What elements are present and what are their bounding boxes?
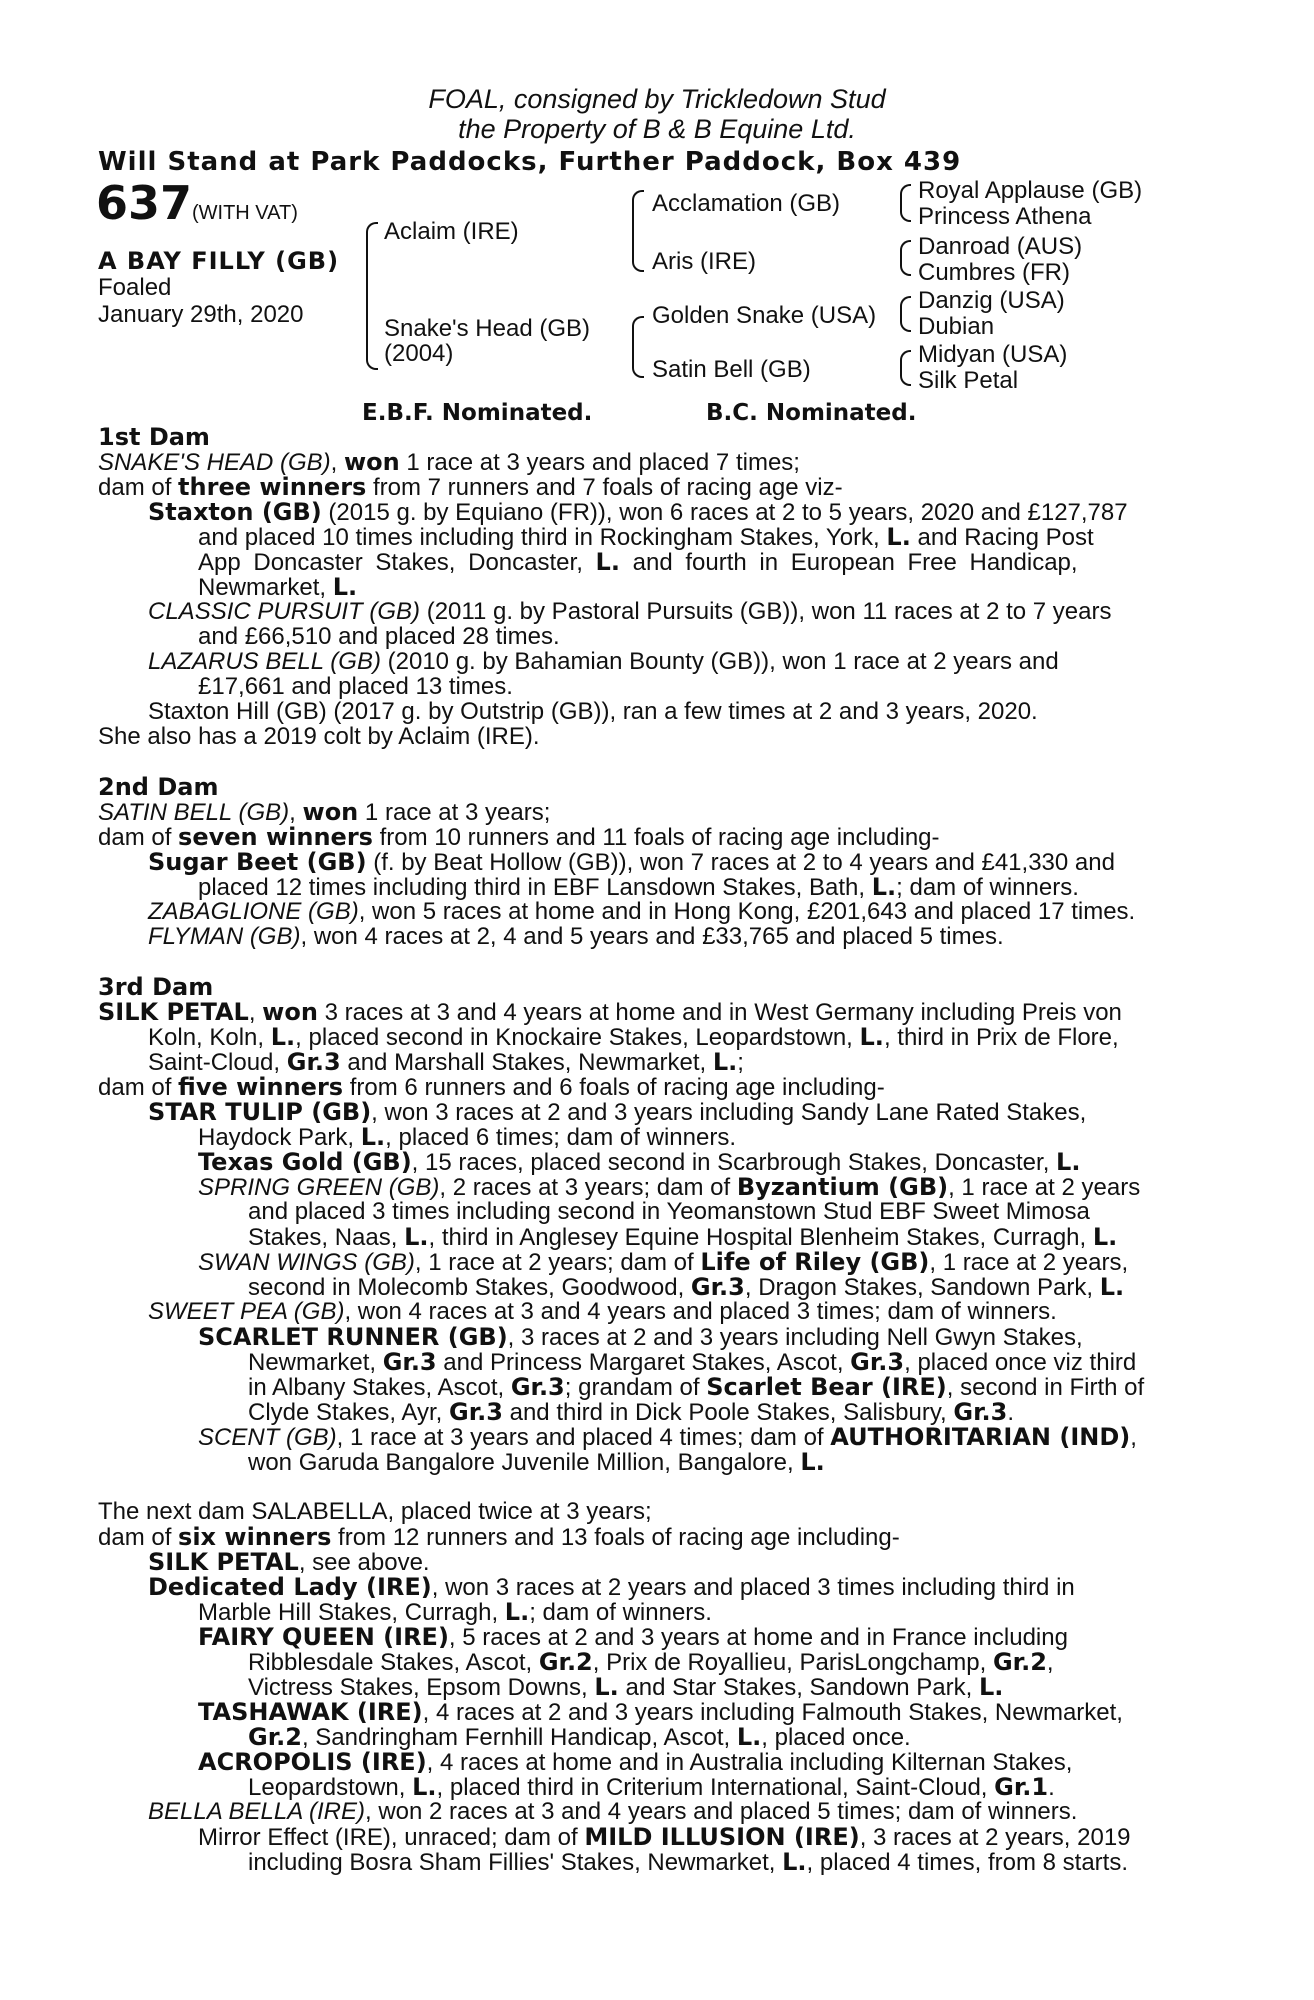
fairy-line-2 [248, 1649, 1054, 1676]
horse-name: Dedicated Lady (IRE) [148, 1573, 432, 1601]
dam-name: SNAKE'S HEAD (GB) [98, 449, 331, 476]
produce-tashawak [198, 1699, 1123, 1726]
staxton-line-3 [198, 549, 1078, 576]
text: ; dam of winners. [896, 874, 1079, 901]
produce-silk-petal [148, 1549, 430, 1576]
horse-name: SPRING GREEN (GB) [198, 1174, 440, 1201]
produce-star-tulip [148, 1099, 1086, 1126]
horse-name: CLASSIC PURSUIT (GB) [148, 598, 421, 625]
race-grade: L. [859, 1023, 884, 1051]
pedigree-brace-sire-line-low [632, 230, 644, 272]
won-text: won [302, 798, 359, 826]
horse-name: SWEET PEA (GB) [148, 1298, 345, 1325]
pedigree-sdd: Cumbres (FR) [918, 259, 1071, 286]
text: , [330, 449, 344, 476]
first-dam-heading: 1st Dam [98, 423, 210, 451]
pedigree-dss: Danzig (USA) [918, 287, 1065, 314]
consignor-line: FOAL, consigned by Trickledown Stud [428, 84, 886, 114]
pedigree-brace-dam-line-low [632, 344, 644, 378]
text: (2011 g. by Pastoral Pursuits (GB)), won 11 races at 2 to 7 years [420, 598, 1112, 625]
race-grade: L. [1092, 1223, 1118, 1251]
text: Leopardstown, [248, 1774, 413, 1801]
text: and Star Stakes, Sandown Park, [618, 1674, 979, 1701]
scent-line-2 [248, 1449, 825, 1476]
text: from 6 runners and 6 foals of racing age including- [343, 1074, 885, 1101]
race-grade: Gr.3 [850, 1348, 905, 1376]
produce-fairy-queen [198, 1624, 1068, 1651]
text: , Prix de Royallieu, ParisLongchamp, [592, 1649, 993, 1676]
first-dam-produce [98, 474, 843, 501]
scarlet-line-2 [248, 1349, 1136, 1376]
race-grade: Gr.3 [286, 1048, 341, 1076]
horse-name: AUTHORITARIAN (IND) [830, 1423, 1131, 1451]
swan-line-2 [248, 1274, 1124, 1301]
text: and Princess Margaret Stakes, Ascot, [436, 1349, 851, 1376]
produce-staxton [148, 499, 1128, 526]
pedigree-brace-dam-line [632, 316, 644, 346]
first-dam-also: She also has a 2019 colt by Aclaim (IRE). [98, 723, 540, 750]
race-grade: L. [332, 573, 358, 601]
classic-line-2: and £66,510 and placed 28 times. [198, 623, 560, 650]
text: Ribblesdale Stakes, Ascot, [248, 1649, 539, 1676]
text: 1 race at 3 years; [358, 799, 551, 826]
text: , won 4 races at 3 and 4 years and placed 3 times; dam of winners. [344, 1298, 1057, 1325]
second-dam-line [98, 799, 550, 826]
produce-sugar-beet [148, 849, 1115, 876]
text: Mirror Effect (IRE), unraced; dam of [198, 1824, 585, 1851]
text: 1 race at 3 years and placed 7 times; [399, 449, 800, 476]
next-dam-line: The next dam SALABELLA, placed twice at 3 years; [98, 1498, 652, 1525]
horse-name: SCARLET RUNNER (GB) [198, 1323, 508, 1351]
text: ; [737, 1049, 744, 1076]
horse-name: ZABAGLIONE (GB) [148, 898, 359, 925]
third-dam-line-1 [98, 999, 1122, 1026]
text: Marble Hill Stakes, Curragh, [198, 1599, 505, 1626]
race-grade: L. [504, 1598, 530, 1626]
text: including Bosra Sham Fillies' Stakes, Newmarket, [248, 1849, 783, 1876]
tashawak-line-2 [248, 1724, 911, 1751]
text: and placed 10 times including third in Rockingham Stakes, York, [198, 524, 887, 551]
text: , [1046, 1649, 1054, 1676]
horse-name: BELLA BELLA (IRE) [148, 1798, 365, 1825]
next-dam-produce [98, 1524, 900, 1551]
text: , Dragon Stakes, Sandown Park, [744, 1274, 1100, 1301]
third-dam-line-3 [148, 1049, 744, 1076]
produce-spring-green [198, 1174, 1140, 1201]
text: , [1130, 1424, 1137, 1451]
text: Clyde Stakes, Ayr, [248, 1399, 449, 1426]
text: , 1 race at 2 years, [929, 1249, 1129, 1276]
text: and fourth in European Free Handicap, [619, 549, 1078, 576]
text: , won 4 races at 2, 4 and 5 years and £33,765 and placed 5 times. [300, 923, 1004, 950]
produce-lazarus-bell [148, 649, 1059, 675]
dam-name: SILK PETAL [98, 998, 249, 1026]
horse-name: MILD ILLUSION (IRE) [584, 1823, 860, 1851]
text: , see above. [298, 1549, 430, 1576]
race-grade: L. [886, 523, 911, 551]
race-grade: L. [800, 1448, 825, 1476]
staxton-line-2 [198, 524, 1094, 551]
produce-scent [198, 1424, 1137, 1451]
race-grade: L. [595, 548, 620, 576]
produce-sweet-pea [148, 1299, 1057, 1325]
horse-name: TASHAWAK (IRE) [198, 1698, 423, 1726]
first-dam-line [98, 449, 800, 476]
text: dam of [98, 1524, 179, 1551]
text: , 3 races at 2 and 3 years including Nell Gwyn Stakes, [507, 1324, 1083, 1351]
third-dam-produce [98, 1074, 885, 1101]
pedigree-dam-year: (2004) [384, 340, 454, 367]
race-grade: Gr.1 [994, 1773, 1049, 1801]
text: , third in Prix de Flore, [883, 1024, 1119, 1051]
text: , placed 6 times; dam of winners. [385, 1124, 736, 1151]
pedigree-dsd: Dubian [918, 313, 995, 340]
text: , 4 races at 2 and 3 years including Falmouth Stakes, Newmarket, [422, 1699, 1123, 1726]
race-grade: L. [1056, 1148, 1081, 1176]
pedigree-brace-sire [366, 222, 378, 316]
won-text: won [343, 448, 400, 476]
lazarus-line-2: £17,661 and placed 13 times. [198, 673, 513, 700]
second-dam-heading: 2nd Dam [98, 773, 219, 801]
text: from 7 runners and 7 foals of racing age viz- [366, 474, 843, 501]
text: , placed 4 times, from 8 starts. [806, 1849, 1128, 1876]
pedigree-ddd: Silk Petal [918, 367, 1019, 394]
text: won Garuda Bangalore Juvenile Million, Bangalore, [248, 1449, 801, 1476]
spring-line-3 [248, 1224, 1117, 1251]
pedigree-brace-sire-line [632, 190, 644, 232]
bc-nominated: B.C. Nominated. [706, 400, 917, 426]
race-grade: Gr.3 [382, 1348, 437, 1376]
text: ; grandam of [564, 1374, 707, 1401]
text: Newmarket, [198, 574, 333, 601]
text: , won 5 races at home and in Hong Kong, £201,643 and placed 17 times. [358, 898, 1136, 925]
horse-name: FLYMAN (GB) [148, 923, 301, 950]
pedigree-dam-dam: Satin Bell (GB) [652, 356, 811, 383]
text: , won 3 races at 2 and 3 years including Sandy Lane Rated Stakes, [371, 1099, 1087, 1126]
scarlet-line-3 [248, 1374, 1144, 1401]
horse-name: Life of Riley (GB) [700, 1248, 930, 1276]
horse-name: Scarlet Bear (IRE) [706, 1373, 947, 1401]
horse-name: LAZARUS BELL (GB) [148, 648, 381, 675]
text: , 3 races at 2 years, 2019 [859, 1824, 1131, 1851]
race-grade: L. [871, 873, 897, 901]
text: , won 2 races at 3 and 4 years and placed 5 times; dam of winners. [364, 1798, 1078, 1825]
text: (2010 g. by Bahamian Bounty (GB)), won 1 race at 2 years and [380, 648, 1059, 675]
pedigree-sds: Danroad (AUS) [918, 233, 1083, 260]
horse-name: SILK PETAL [148, 1548, 299, 1576]
won-text: won [262, 998, 318, 1026]
race-grade: Gr.3 [510, 1373, 565, 1401]
race-grade: Gr.2 [538, 1648, 593, 1676]
produce-scarlet-runner [198, 1324, 1083, 1351]
race-grade: L. [404, 1223, 429, 1251]
text: , 1 race at 2 years [948, 1174, 1141, 1201]
pedigree-brace-g2b [900, 252, 911, 276]
horse-name: Staxton (GB) [148, 498, 322, 526]
text: second in Molecomb Stakes, Goodwood, [248, 1274, 691, 1301]
text: 3 races at 3 and 4 years at home and in West Germany including Preis von [317, 999, 1122, 1026]
spring-line-2: and placed 3 times including second in Yeomanstown Stud EBF Sweet Mimosa [248, 1198, 1090, 1225]
tulip-line-2 [198, 1124, 736, 1151]
text: and third in Dick Poole Stakes, Salisbury, [502, 1399, 954, 1426]
mirror-line-2 [248, 1849, 1128, 1876]
text: from 10 runners and 11 foals of racing age including- [372, 824, 940, 851]
text: Victress Stakes, Epsom Downs, [248, 1674, 595, 1701]
staxton-line-4 [198, 574, 357, 601]
text: Haydock Park, [198, 1124, 361, 1151]
race-grade: Gr.2 [248, 1723, 302, 1751]
text: , placed once. [761, 1724, 911, 1751]
pedigree-sss: Royal Applause (GB) [918, 177, 1143, 204]
scarlet-line-4 [248, 1399, 1014, 1426]
text: , third in Anglesey Equine Hospital Blenheim Stakes, Curragh, [428, 1224, 1093, 1251]
horse-name: Texas Gold (GB) [198, 1148, 412, 1176]
winners-count: three winners [178, 473, 367, 501]
race-grade: L. [712, 1048, 738, 1076]
winners-count: five winners [178, 1073, 344, 1101]
horse-name: SWAN WINGS (GB) [198, 1249, 415, 1276]
third-dam-heading: 3rd Dam [98, 973, 214, 1001]
race-grade: Gr.2 [992, 1648, 1047, 1676]
text: , placed second in Knockaire Stakes, Leopardstown, [295, 1024, 860, 1051]
pedigree-brace-g1b [900, 198, 911, 222]
text: , 5 races at 2 and 3 years at home and in France including [448, 1624, 1068, 1651]
race-grade: L. [270, 1023, 296, 1051]
horse-name: FAIRY QUEEN (IRE) [198, 1623, 449, 1651]
pedigree-ssd: Princess Athena [918, 203, 1092, 230]
text: Koln, Koln, [148, 1024, 271, 1051]
text: in Albany Stakes, Ascot, [248, 1374, 511, 1401]
race-grade: Gr.3 [690, 1273, 745, 1301]
dam-name: SATIN BELL (GB) [98, 799, 290, 826]
text: , [289, 799, 303, 826]
horse-name: ACROPOLIS (IRE) [198, 1748, 427, 1776]
text: , Sandringham Fernhill Handicap, Ascot, [301, 1724, 737, 1751]
produce-zabaglione [148, 899, 1135, 925]
race-grade: L. [594, 1673, 619, 1701]
fairy-line-3 [248, 1674, 1003, 1701]
produce-flyman [148, 924, 1004, 950]
text: . [1048, 1774, 1055, 1801]
pedigree-dam: Snake's Head (GB) [384, 315, 591, 342]
pedigree-dam-sire: Golden Snake (USA) [652, 302, 877, 329]
text: , 15 races, placed second in Scarbrough Stakes, Doncaster, [411, 1149, 1057, 1176]
lot-title: A BAY FILLY (GB) [98, 247, 340, 275]
text: , 2 races at 3 years; dam of [439, 1174, 737, 1201]
text: from 12 runners and 13 foals of racing age including- [331, 1524, 900, 1551]
sugar-line-2 [198, 874, 1079, 901]
text: , [248, 999, 263, 1026]
text: ; dam of winners. [529, 1599, 712, 1626]
race-grade: L. [360, 1123, 386, 1151]
property-line: the Property of B & B Equine Ltd. [458, 114, 856, 144]
text: (2015 g. by Equiano (FR)), won 6 races at 2 to 5 years, 2020 and £127,787 [321, 499, 1128, 526]
text: App Doncaster Stakes, Doncaster, [198, 549, 596, 576]
produce-acropolis [198, 1749, 1072, 1776]
text: and Marshall Stakes, Newmarket, [340, 1049, 713, 1076]
text: , placed once viz third [904, 1349, 1137, 1376]
produce-staxton-hill: Staxton Hill (GB) (2017 g. by Outstrip (GB)), ran a few times at 2 and 3 years, 2020. [148, 698, 1038, 725]
text: (f. by Beat Hollow (GB)), won 7 races at 2 to 4 years and £41,330 and [366, 849, 1115, 876]
horse-name: Byzantium (GB) [736, 1173, 949, 1201]
stand-location: Will Stand at Park Paddocks, Further Paddock, Box 439 [98, 147, 962, 177]
winners-count: six winners [178, 1523, 332, 1551]
race-grade: L. [782, 1848, 807, 1876]
race-grade: L. [978, 1673, 1004, 1701]
horse-name: STAR TULIP (GB) [148, 1098, 372, 1126]
text: , placed third in Criterium International, Saint-Cloud, [436, 1774, 995, 1801]
text: , second in Firth of [946, 1374, 1145, 1401]
text: dam of [98, 1074, 179, 1101]
produce-classic-pursuit [148, 599, 1111, 625]
second-dam-produce [98, 824, 940, 851]
produce-texas-gold [198, 1149, 1080, 1176]
race-grade: Gr.3 [953, 1398, 1008, 1426]
text: . [1007, 1399, 1014, 1426]
produce-bella-bella [148, 1799, 1077, 1825]
text: Newmarket, [248, 1349, 383, 1376]
third-dam-line-2 [148, 1024, 1119, 1051]
race-grade: L. [412, 1773, 437, 1801]
produce-mirror-effect [198, 1824, 1131, 1851]
ebf-nominated: E.B.F. Nominated. [362, 400, 593, 426]
winners-count: seven winners [178, 823, 373, 851]
text: and Racing Post [910, 524, 1094, 551]
pedigree-sire: Aclaim (IRE) [384, 218, 519, 245]
text: placed 12 times including third in EBF Lansdown Stakes, Bath, [198, 874, 872, 901]
race-grade: Gr.3 [449, 1398, 503, 1426]
text: , won 3 races at 2 years and placed 3 times including third in [431, 1574, 1075, 1601]
text: , 1 race at 3 years and placed 4 times; dam of [336, 1424, 831, 1451]
pedigree-dds: Midyan (USA) [918, 341, 1068, 368]
lot-number: 637 [96, 176, 193, 230]
text: Saint-Cloud, [148, 1049, 287, 1076]
pedigree-brace-g4b [900, 362, 911, 386]
text: , 1 race at 2 years; dam of [414, 1249, 701, 1276]
dedicated-line-2 [198, 1599, 712, 1626]
race-grade: L. [1099, 1273, 1125, 1301]
horse-name: Sugar Beet (GB) [148, 848, 367, 876]
acropolis-line-2 [248, 1774, 1055, 1801]
pedigree-sire-sire: Acclamation (GB) [652, 190, 841, 217]
produce-swan-wings [198, 1249, 1128, 1276]
pedigree-brace-dam [366, 314, 378, 370]
pedigree-sire-dam: Aris (IRE) [652, 248, 756, 275]
text: Stakes, Naas, [248, 1224, 405, 1251]
produce-dedicated-lady [148, 1574, 1075, 1601]
text: , 4 races at home and in Australia including Kilternan Stakes, [426, 1749, 1073, 1776]
horse-name: SCENT (GB) [198, 1424, 337, 1451]
pedigree-brace-g3b [900, 308, 911, 332]
vat-note: (WITH VAT) [192, 202, 298, 224]
race-grade: L. [736, 1723, 762, 1751]
text: dam of [98, 474, 179, 501]
foaled-label: Foaled [98, 274, 172, 301]
text: dam of [98, 824, 179, 851]
foaled-date: January 29th, 2020 [98, 301, 304, 328]
